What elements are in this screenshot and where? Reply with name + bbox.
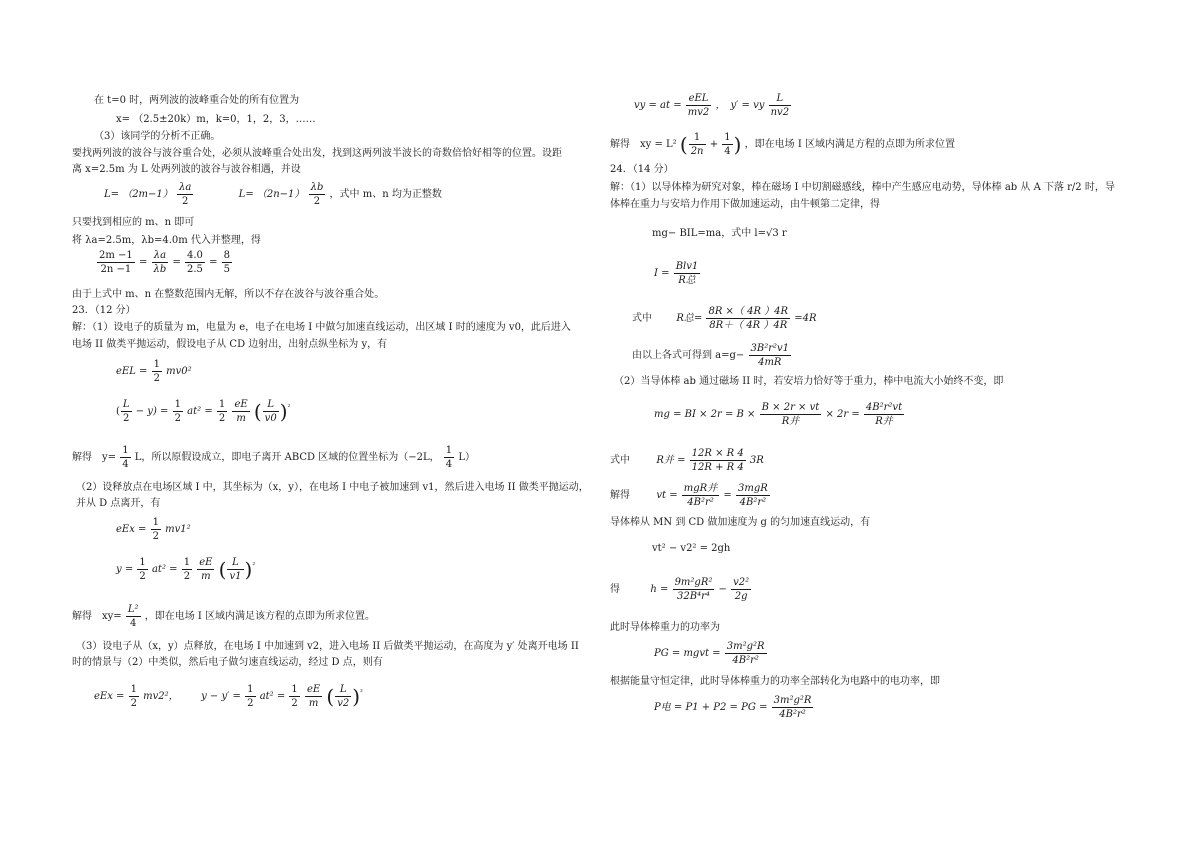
- text-line: （3）设电子从（x，y）点释放，在电场 I 中加速到 v2，进入电场 II 后做类平抛运动，在高度为 y′ 处离开电场 II: [76, 641, 579, 652]
- equation-power: P电 = P1 + P2 = PG = $\frac{\text{3m²g²R}}{\text{4B²r²}}$: [654, 695, 812, 720]
- equation-mg: mg = BI × 2r = B × $\frac{B \times 2r \times vt}{\text{R并}}$ × 2r = $\frac{\text{4B²r²vt}}{\text{R并}}$: [654, 402, 903, 427]
- question-number: 23．（12 分）: [72, 305, 136, 316]
- text-line: 并从 D 点离开，有: [76, 498, 161, 509]
- equation-kinematics: vt² − v2² = 2gh: [652, 543, 731, 554]
- text-line: 只要找到相应的 m、n 即可: [72, 217, 195, 228]
- text-line: 解：（1）以导体棒为研究对象，棒在磁场 I 中切割磁感线，棒中产生感应电动势，导体棒 ab 从 A 下落 r/2 时，导: [610, 182, 1115, 193]
- equation-r-total: 式中 R总= $\frac{8R \times( 4R )4R}{8R+( 4R )4R}$ =4R: [632, 306, 817, 331]
- text-line: 由于上式中 m、n 在整数范围内无解，所以不存在波谷与波谷重合处。: [72, 289, 385, 300]
- equation-vy: vy = at = $\frac{\text{eEL}}{mv2}$ ， y′ = vy $\frac{L}{nv2}$: [634, 93, 790, 118]
- text-line: mg− BIL=ma，式中 l=√3 r: [652, 228, 787, 239]
- text-line: 时的情景与（2）中类似，然后电子做匀速直线运动，经过 D 点，则有: [72, 657, 383, 668]
- solution-xy: 解得 xy= $\frac{\text{L²}}{4}$ ，即在电场 I 区域内满足该方程的点即为所求位置。: [72, 604, 376, 629]
- text-line: 体棒在重力与安培力作用下做加速运动，由牛顿第二定律，得: [610, 199, 880, 210]
- equation-l-values: L= （2m−1） $\frac{\lambda a}{2}$ L= （2n−1） $\frac{\lambda b}{2}$ ，式中 m、n 均为正整数: [104, 182, 442, 207]
- equation-r-parallel: 式中 R并 = $\frac{12R \times R 4}{12R + R 4}$ 3R: [610, 448, 764, 473]
- text-line: 电场 II 做类平抛运动，假设电子从 CD 边射出，出射点纵坐标为 y，有: [72, 339, 388, 350]
- text-line: （2）设释放点在电场区域 I 中，其坐标为（x，y），在电场 I 中电子被加速到 v1，然后进入电场 II 做类平抛运动，: [76, 482, 589, 493]
- text-line: x= （2.5±20k）m，k=0，1，2，3，……: [116, 114, 316, 125]
- solution-y: 解得 y= $\frac{1}{4}$ L，所以原假设成立，即电子离开 ABCD 区域的位置坐标为（−2L， $\frac{1}{4}$ L）: [72, 445, 475, 470]
- text-line: 导体棒从 MN 到 CD 做加速度为 g 的匀加速直线运动，有: [610, 517, 871, 528]
- text-line: 此时导体棒重力的功率为: [610, 622, 720, 633]
- text-line: （3）该同学的分析不正确。: [94, 131, 221, 142]
- equation-vt: 解得 vt = $\frac{\text{mgR并}}{\text{4B²r²}}$ = $\frac{\text{3mgR}}{\text{4B²r²}}$: [610, 483, 768, 508]
- text-line: 解：（1）设电子的质量为 m，电量为 e，电子在电场 I 中做匀加速直线运动，出区域 I 时的速度为 v0，此后进入: [72, 322, 571, 333]
- text-line: 根据能量守恒定律，此时导体棒重力的功率全部转化为电路中的电功率，即: [610, 676, 940, 687]
- equation-ratio: $\frac{2m -1}{2n -1}$ = $\frac{\lambda a}{\lambda b}$ = $\frac{4.0}{2.5}$ = $\frac{8}{5}$: [99, 250, 231, 275]
- equation-y-displacement: ( $\frac{L}{2}$ − y) = $\frac{1}{2}$ at² = $\frac{1}{2}$ $\frac{eE}{m}$ ( $\frac{L}{v0}$ )$^{^2}$: [116, 399, 291, 424]
- equation-current: I = $\frac{\text{Blv1}}{\text{R总}}$: [654, 261, 699, 286]
- equation-pg: PG = mgvt = $\frac{\text{3m²g²R}}{\text{4B²r²}}$: [654, 641, 765, 666]
- equation-h: 得 h = $\frac{\text{9m²gR²}}{\text{32B⁴r⁴}}$ − $\frac{\text{v2²}}{2g}$: [610, 577, 750, 602]
- equation-part3: eEx = $\frac{1}{2}$ mv2²， y − y′ = $\frac{1}{2}$ at² = $\frac{1}{2}$ $\frac{eE}{m}$ ( $\frac{L}{v2}$ )$^{^2}$: [94, 684, 363, 709]
- text-line: 要找两列波的波谷与波谷重合处，必须从波峰重合处出发，找到这两列波半波长的奇数倍恰好相等的位置。设距: [72, 148, 562, 159]
- text-line: 将 λa=2.5m，λb=4.0m 代入并整理，得: [72, 235, 261, 246]
- equation-acceleration: 由以上各式可得到 a=g− $\frac{\text{3B²r²v1}}{4mR}$: [632, 343, 790, 368]
- equation-eEx: eEx = $\frac{1}{2}$ mv1²: [116, 517, 191, 542]
- solution-xy-n: 解得 xy = L² ( $\frac{1}{2n}$ + $\frac{1}{4}$ ) ，即在电场 I 区域内满足方程的点即为所求位置: [610, 132, 955, 157]
- text-line: 离 x=2.5m 为 L 处两列波的波谷与波谷相遇，并设: [72, 164, 301, 175]
- equation-eEL: eEL = $\frac{1}{2}$ mv0²: [116, 359, 192, 384]
- text-line: 在 t=0 时，两列波的波峰重合处的所有位置为: [94, 95, 300, 106]
- question-number: 24．（14 分）: [610, 164, 674, 175]
- equation-y-v1: y = $\frac{1}{2}$ at² = $\frac{1}{2}$ $\frac{eE}{m}$ ( $\frac{L}{v1}$ )$^{^2}$: [116, 557, 256, 582]
- text-line: （2）当导体棒 ab 通过磁场 II 时，若安培力恰好等于重力，棒中电流大小始终不变，即: [614, 376, 1004, 387]
